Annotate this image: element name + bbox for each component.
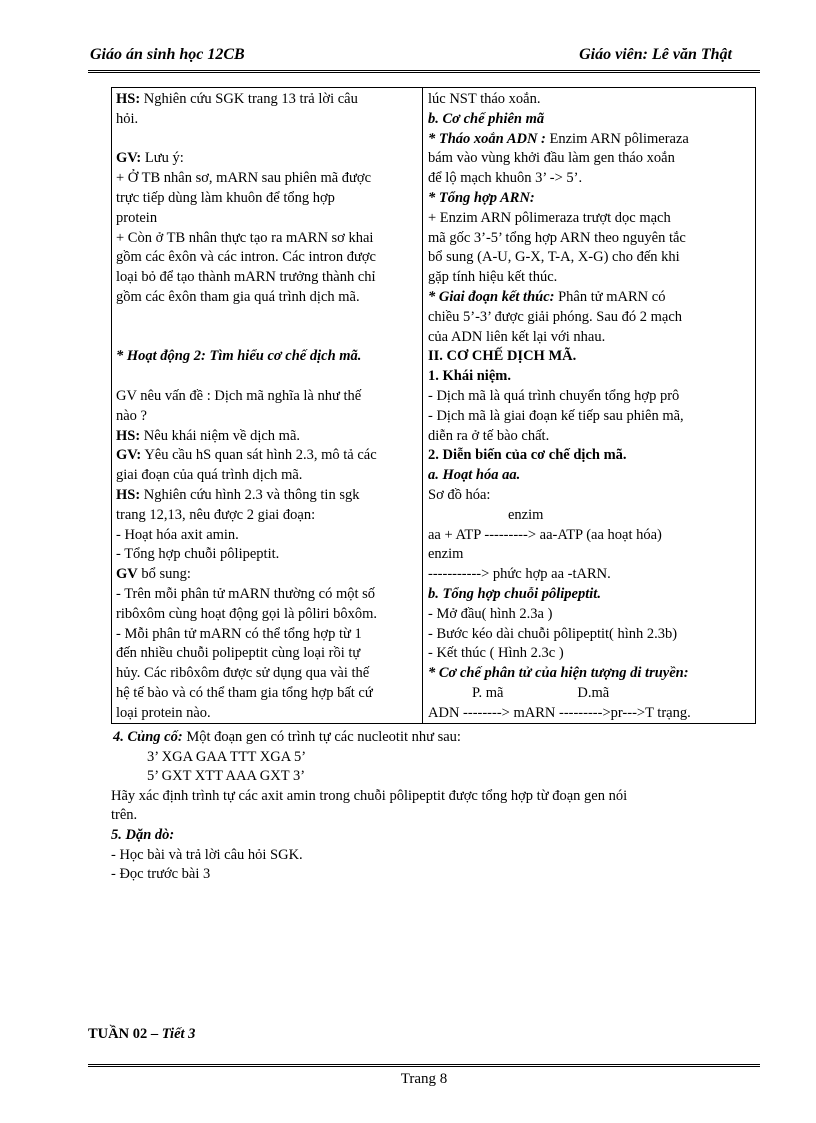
text-line: - Hoạt hóa axit amin.	[116, 526, 239, 543]
question-line: trên.	[111, 807, 138, 824]
text-line: HS: Nêu khái niệm về dịch mã.	[116, 427, 301, 444]
text-line: - Dịch mã là quá trình chuyển tổng hợp prô	[428, 387, 680, 404]
scheme-labels: P. mã D.mã	[472, 684, 610, 701]
lesson-table	[111, 87, 756, 724]
text-line: + Ở TB nhân sơ, mARN sau phiên mã được	[116, 170, 372, 187]
text-line: * Giai đoạn kết thúc: Phân tử mARN có	[428, 288, 666, 305]
text-line: GV bổ sung:	[116, 566, 191, 583]
text-line: diễn ra ở tế bào chất.	[428, 427, 550, 444]
text-line: + Enzim ARN pôlimeraza trượt dọc mạch	[428, 209, 671, 226]
text-line: - Bước kéo dài chuỗi pôlipeptit( hình 2.3b)	[428, 625, 678, 642]
text-line: - Trên mỗi phân tử mARN thường có một số	[116, 585, 376, 602]
teacher-student-activities-column	[116, 90, 416, 724]
text-line: loại protein nào.	[116, 704, 211, 721]
text-line: hủy. Các ribôxôm được sử dụng qua vài thế	[116, 665, 370, 682]
text-line: + Còn ở TB nhân thực tạo ra mARN sơ khai	[116, 229, 374, 246]
text-line: protein	[116, 209, 158, 226]
reaction-line: -----------> phức hợp aa -tARN.	[428, 566, 611, 583]
text-line: GV nêu vấn đề : Dịch mã nghĩa là như thế	[116, 387, 362, 404]
homework-item: - Đọc trước bài 3	[111, 866, 211, 883]
text-line: - Mỗi phân tử mARN có thể tổng hợp từ 1	[116, 625, 362, 642]
text-line: của ADN liên kết lại với nhau.	[428, 328, 606, 345]
gene-sequence-2: 5’ GXT XTT AAA GXT 3’	[147, 768, 306, 785]
homework-heading: 5. Dặn dò:	[111, 826, 175, 843]
text-line: bổ sung (A-U, G-X, T-A, X-G) cho đến khi	[428, 249, 680, 266]
text-line: Sơ đồ hóa:	[428, 486, 491, 503]
subsection-heading: 2. Diễn biến của cơ chế dịch mã.	[428, 447, 627, 464]
page-number: Trang 8	[400, 1071, 448, 1087]
question-line: Hãy xác định trình tự các axit amin trong chuỗi pôlipeptit được tổng hợp từ đoạn gen nói	[111, 787, 628, 804]
text-line: nào ?	[116, 407, 147, 424]
column-divider	[422, 88, 423, 723]
text-line: trang 12,13, nêu được 2 giai đoạn:	[116, 506, 316, 523]
text-line: chiều 5’-3’ được giải phóng. Sau đó 2 mạch	[428, 308, 683, 325]
text-line: HS: Nghiên cứu hình 2.3 và thông tin sgk	[116, 486, 360, 503]
consolidation-heading: 4. Củng cố: Một đoạn gen có trình tự các nucleotit như sau:	[113, 729, 461, 745]
text-line: GV: Lưu ý:	[116, 150, 184, 167]
text-line: mã gốc 3’-5’ tổng hợp ARN theo nguyên tắc	[428, 229, 686, 246]
header-lesson-title: Giáo án sinh học 12CB	[90, 46, 245, 63]
consolidation-section	[111, 728, 761, 885]
text-line: hệ tế bào và có thể tham gia tổng hợp bất cứ	[116, 684, 373, 701]
subsection-heading: * Tổng hợp ARN:	[428, 189, 535, 206]
header-teacher: Giáo viên: Lê văn Thật	[579, 46, 732, 63]
subsection-heading: b. Tổng hợp chuỗi pôlipeptit.	[428, 585, 601, 602]
subsection-heading: * Cơ chế phân tử của hiện tượng di truyền:	[428, 665, 689, 682]
text-line: HS: Nghiên cứu SGK trang 13 trả lời câu	[116, 91, 358, 107]
homework-item: - Học bài và trả lời câu hỏi SGK.	[111, 846, 303, 863]
text-line: đến nhiều chuỗi polipeptit cùng loại rồi tự	[116, 645, 361, 662]
reaction-line: aa + ATP ---------> aa-ATP (aa hoạt hóa)	[428, 526, 662, 543]
text-line: - Mở đầu( hình 2.3a )	[428, 605, 553, 622]
text-line: loại bỏ để tạo thành mARN trưởng thành chỉ	[116, 269, 376, 286]
text-line: bám vào vùng khởi đầu làm gen tháo xoắn	[428, 150, 675, 167]
subsection-heading: 1. Khái niệm.	[428, 368, 511, 385]
activity-heading: * Hoạt động 2: Tìm hiểu cơ chế dịch mã.	[116, 348, 362, 365]
enzyme-label: enzim	[508, 506, 544, 523]
text-line: giai đoạn của quá trình dịch mã.	[116, 467, 303, 484]
gene-sequence-1: 3’ XGA GAA TTT XGA 5’	[147, 748, 307, 765]
text-line: gồm các êxôn tham gia quá trình dịch mã.	[116, 288, 360, 305]
subsection-heading: a. Hoạt hóa aa.	[428, 467, 521, 484]
section-heading: II. CƠ CHẾ DỊCH MÃ.	[428, 348, 577, 365]
section-heading: b. Cơ chế phiên mã	[428, 110, 545, 127]
text-line: - Kết thúc ( Hình 2.3c )	[428, 645, 564, 662]
text-line: trực tiếp dùng làm khuôn để tổng hợp	[116, 189, 335, 206]
scheme-line: ADN --------> mARN --------->pr--->T trạng.	[428, 704, 691, 721]
footer-rule	[88, 1064, 760, 1067]
text-line: * Tháo xoắn ADN : Enzim ARN pôlimeraza	[428, 130, 689, 147]
text-line: GV: Yêu cầu hS quan sát hình 2.3, mô tả các	[116, 447, 377, 464]
text-line: gặp tính hiệu kết thúc.	[428, 269, 558, 286]
text-line: lúc NST tháo xoắn.	[428, 91, 541, 107]
text-line: hỏi.	[116, 110, 139, 127]
enzyme-label: enzim	[428, 546, 464, 563]
content-column	[428, 90, 754, 724]
text-line: gồm các êxôn và các intron. Các intron được	[116, 249, 376, 266]
text-line: để lộ mạch khuôn 3’ -> 5’.	[428, 170, 583, 187]
text-line: - Dịch mã là giai đoạn kế tiếp sau phiên mã,	[428, 407, 684, 424]
text-line: ribôxôm cùng hoạt động gọi là pôliri bôxôm.	[116, 605, 377, 622]
week-period-label: TUẦN 02 – Tiết 3	[88, 1026, 196, 1042]
text-line: - Tổng hợp chuỗi pôlipeptit.	[116, 546, 280, 563]
page-header	[88, 44, 760, 73]
